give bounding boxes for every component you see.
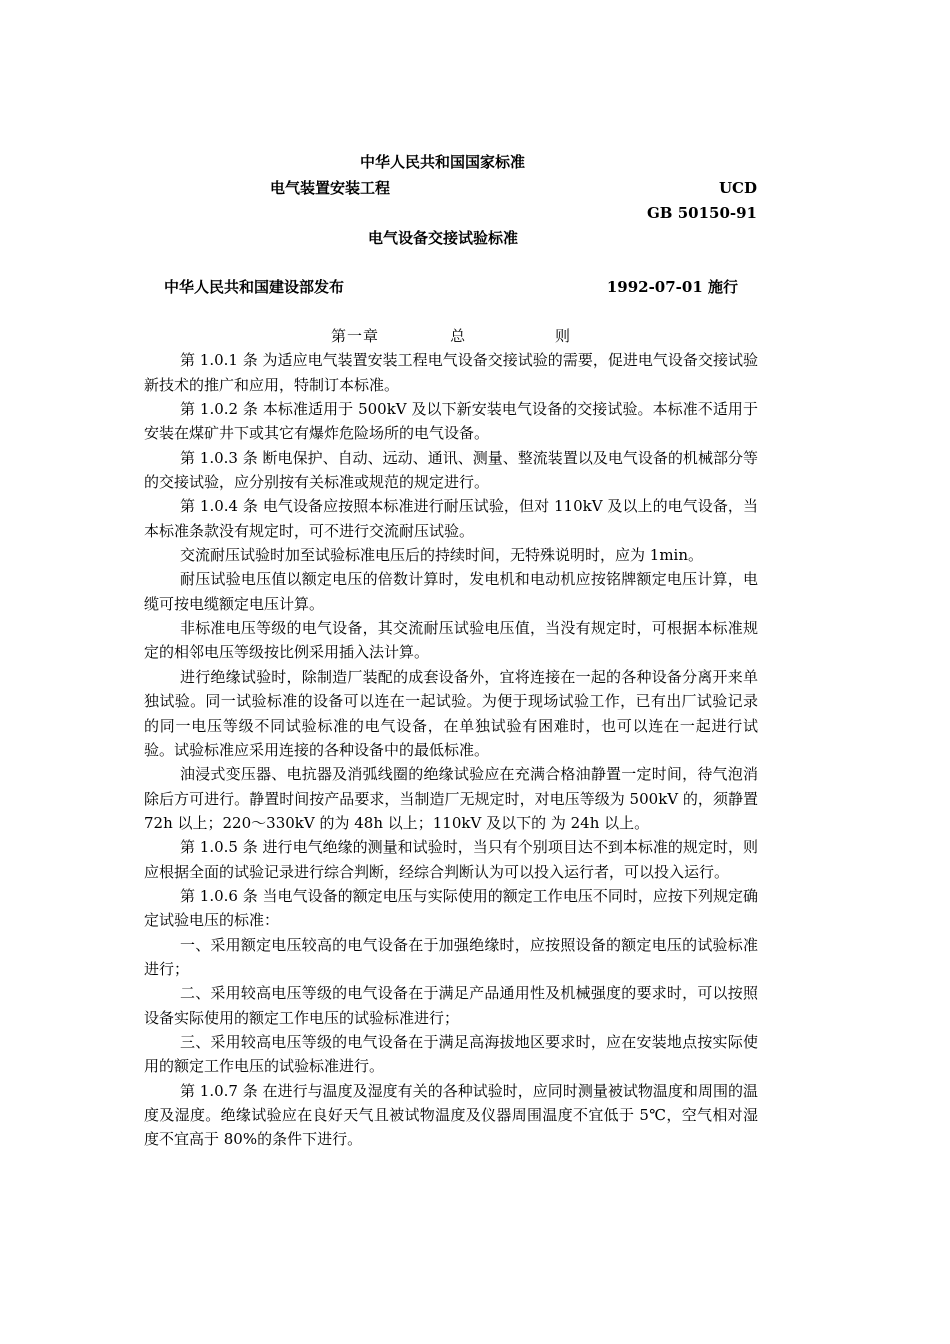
- project-name-heading: 电气装置安装工程: [270, 179, 391, 197]
- paragraph-insulation-test: 进行绝缘试验时，除制造厂装配的成套设备外，宜将连接在一起的各种设备分离开来单独试验。同一试验标准的设备可以连在一起试验。为便于现场试验工作，已有出厂试验记录的同一电压等级不同试验标准的电气设备，在单独试验有困难时，也可以连在一起进行试验。试验标准应采用连接的各种设备中的最低标准。: [144, 667, 758, 759]
- publisher: 中华人民共和国建设部发布: [164, 278, 345, 296]
- paragraph-1-0-6-item-2: 二、采用较高电压等级的电气设备在于满足产品通用性及机械强度的要求时，可以按照设备实际使用的额定工作电压的试验标准进行；: [144, 984, 758, 1027]
- paragraph-oil-immersed-transformer: 油浸式变压器、电抗器及消弧线圈的绝缘试验应在充满合格油静置一定时间，待气泡消除后方可进行。静置时间按产品要求，当制造厂无规定时，对电压等级为 500kV 的，须静置 72h 以上；220～330kV 的为 48h 以上；110kV 及以下的 为 24h 以上。: [144, 765, 758, 832]
- gb-standard-code: GB 50150-91: [647, 204, 757, 222]
- paragraph-1-0-6-item-3: 三、采用较高电压等级的电气设备在于满足高海拔地区要求时，应在安装地点按实际使用的额定工作电压的试验标准进行。: [144, 1032, 758, 1076]
- paragraph-ac-withstand-duration: 交流耐压试验时加至试验标准电压后的持续时间，无特殊说明时，应为 1min。: [180, 546, 703, 565]
- paragraph-nonstandard-voltage: 非标准电压等级的电气设备，其交流耐压试验电压值，当没有规定时，可根据本标准规定的相邻电压等级按比例采用插入法计算。: [144, 619, 758, 662]
- standard-title: 电气设备交接试验标准: [368, 229, 519, 247]
- document-body: [144, 322, 758, 1152]
- paragraph-1-0-3: 第 1.0.3 条 断电保护、自动、远动、通讯、测量、整流装置以及电气设备的机械部分等的交接试验，应分别按有关标准或规范的规定进行。: [144, 448, 758, 492]
- paragraph-1-0-6: 第 1.0.6 条 当电气设备的额定电压与实际使用的额定工作电压不同时，应按下列规定确定试验电压的标准：: [144, 886, 758, 930]
- paragraph-1-0-6-item-1: 一、采用额定电压较高的电气设备在于加强绝缘时，应按照设备的额定电压的试验标准进行；: [144, 935, 758, 978]
- paragraph-withstand-voltage-calc: 耐压试验电压值以额定电压的倍数计算时，发电机和电动机应按铭牌额定电压计算，电缆可按电缆额定电压计算。: [144, 570, 758, 613]
- ucd-code: UCD: [718, 179, 757, 197]
- paragraph-1-0-7: 第 1.0.7 条 在进行与温度及湿度有关的各种试验时，应同时测量被试物温度和周围的温度及湿度。绝缘试验应在良好天气且被试物温度及仪器周围温度不宜低于 5℃，空气相对湿度不宜高于 80%的条件下进行。: [144, 1081, 758, 1149]
- paragraph-1-0-4: 第 1.0.4 条 电气设备应按照本标准进行耐压试验，但对 110kV 及以上的电气设备，当本标准条款没有规定时，可不进行交流耐压试验。: [144, 497, 758, 540]
- paragraph-1-0-5: 第 1.0.5 条 进行电气绝缘的测量和试验时，当只有个别项目达不到本标准的规定时，则应根据全面的试验记录进行综合判断，经综合判断认为可以投入运行者，可以投入运行。: [144, 838, 758, 881]
- effective-date: 1992-07-01 施行: [606, 278, 738, 296]
- national-standard-heading: 中华人民共和国国家标准: [360, 153, 526, 171]
- paragraph-1-0-2: 第 1.0.2 条 本标准适用于 500kV 及以下新安装电气设备的交接试验。本标准不适用于安装在煤矿井下或其它有爆炸危险场所的电气设备。: [144, 400, 758, 443]
- paragraph-1-0-1: 第 1.0.1 条 为适应电气装置安装工程电气设备交接试验的需要，促进电气设备交接试验新技术的推广和应用，特制订本标准。: [144, 351, 758, 394]
- chapter-title: 第一章 总 则: [331, 327, 571, 345]
